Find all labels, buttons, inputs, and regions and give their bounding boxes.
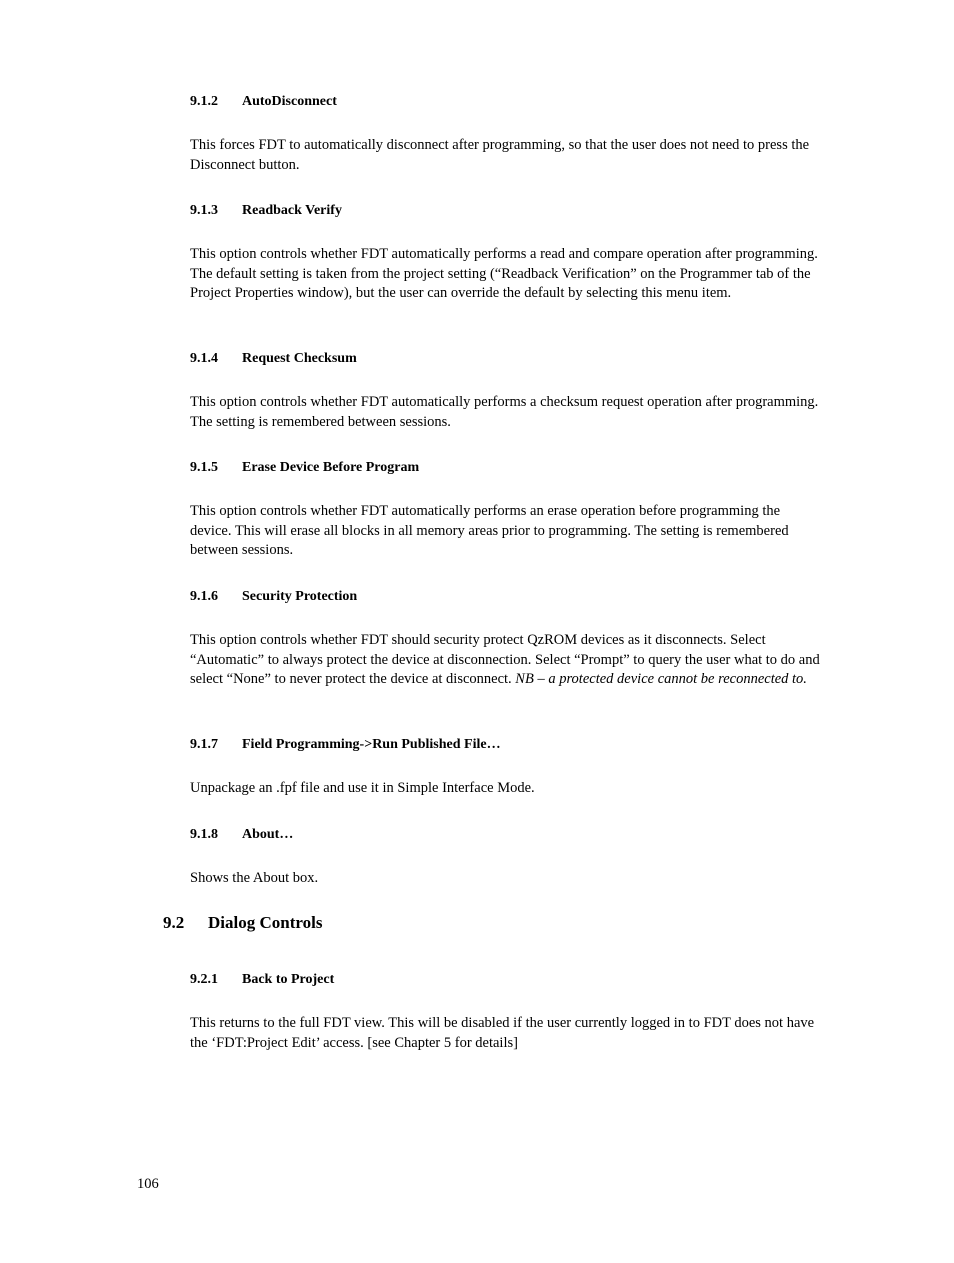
heading-9-1-4 xyxy=(190,350,357,367)
heading-title: About… xyxy=(242,827,294,842)
heading-number: 9.1.4 xyxy=(190,351,218,366)
heading-9-1-8 xyxy=(190,826,293,843)
heading-number: 9.1.5 xyxy=(190,460,218,475)
heading-title: Readback Verify xyxy=(242,203,342,218)
heading-number: 9.2 xyxy=(163,913,185,932)
heading-title: Dialog Controls xyxy=(208,913,323,932)
paragraph-9-1-3: This option controls whether FDT automatically performs a read and compare operation after programming. The default setting is taken from the project setting (“Readback Verification” on the Programmer tab of the Project Properties window), but the user can override the default by selecting this menu item. xyxy=(190,246,818,301)
heading-title: Erase Device Before Program xyxy=(242,460,420,475)
heading-number: 9.1.6 xyxy=(190,589,218,604)
heading-title: Back to Project xyxy=(242,972,335,987)
page-number: 106 xyxy=(137,1176,159,1192)
paragraph-9-1-2: This forces FDT to automatically disconnect after programming, so that the user does not need to press the Disconnect button. xyxy=(190,137,810,173)
paragraph-9-1-8: Shows the About box. xyxy=(190,870,319,886)
heading-title: Request Checksum xyxy=(242,351,357,366)
heading-number: 9.1.8 xyxy=(190,827,218,842)
heading-9-1-2 xyxy=(190,93,337,110)
heading-9-1-3 xyxy=(190,202,342,219)
heading-number: 9.2.1 xyxy=(190,972,218,987)
heading-title: Field Programming->Run Published File… xyxy=(242,737,501,752)
paragraph-9-1-5: This option controls whether FDT automatically performs an erase operation before programming the device. This will erase all blocks in all memory areas prior to programming. The setting is remembered between sessions. xyxy=(190,503,789,558)
heading-9-1-7 xyxy=(190,736,501,753)
heading-number: 9.1.3 xyxy=(190,203,218,218)
paragraph-text: This option controls whether FDT should security protect QzROM devices as it disconnects. Select “Automatic” to always protect the device at disconnection. Select “Prompt” to query the user what to do and select “None” to never protect the device at disconnect. xyxy=(190,632,820,687)
paragraph-note: NB – a protected device cannot be reconnected to. xyxy=(515,671,807,687)
heading-9-1-6 xyxy=(190,588,357,605)
heading-9-2 xyxy=(163,913,322,933)
heading-title: Security Protection xyxy=(242,589,358,604)
heading-title: AutoDisconnect xyxy=(242,94,337,109)
heading-9-2-1 xyxy=(190,971,334,988)
heading-number: 9.1.2 xyxy=(190,94,218,109)
paragraph-9-2-1: This returns to the full FDT view. This will be disabled if the user currently logged in to FDT does not have the ‘FDT:Project Edit’ access. [see Chapter 5 for details] xyxy=(190,1015,815,1051)
paragraph-9-1-6 xyxy=(190,631,820,690)
paragraph-9-1-4: This option controls whether FDT automatically performs a checksum request operation after programming. The setting is remembered between sessions. xyxy=(190,394,819,430)
paragraph-9-1-7: Unpackage an .fpf file and use it in Simple Interface Mode. xyxy=(190,780,535,796)
heading-9-1-5 xyxy=(190,459,419,476)
heading-number: 9.1.7 xyxy=(190,737,218,752)
